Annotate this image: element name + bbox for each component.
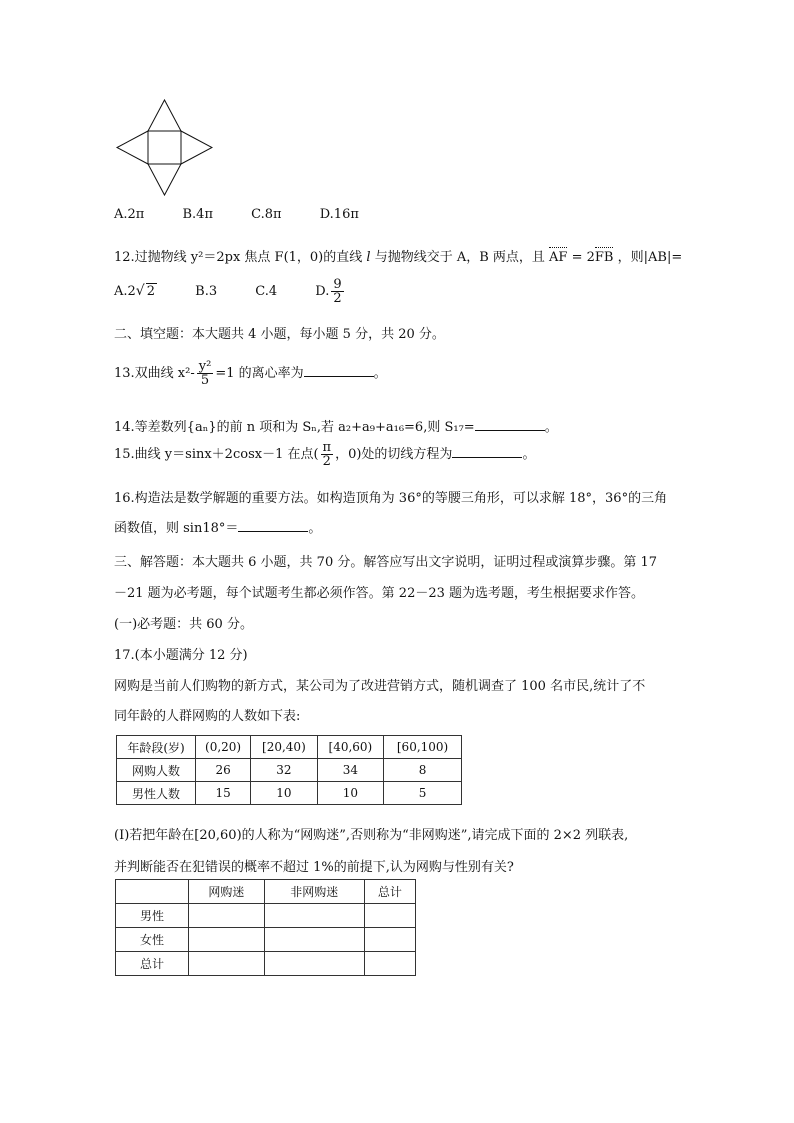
table-header-cell: (0,20)	[196, 736, 251, 759]
table-cell: 15	[196, 782, 251, 805]
table-cell: 男性人数	[117, 782, 196, 805]
row-label: 总计	[116, 952, 189, 976]
table-row	[116, 880, 416, 904]
answer-cell[interactable]	[264, 928, 364, 952]
table-cell: 8	[384, 759, 462, 782]
section3-line2: －21 题为必考题，每个试题考生都必须作答。第 22－23 题为选考题，考生根据要求作答。	[114, 586, 645, 601]
q13-answer-blank[interactable]	[304, 375, 374, 377]
table-cell: 32	[251, 759, 317, 782]
triangle-bottom	[148, 164, 181, 195]
q14: 14.等差数列{aₙ}的前 n 项和为 Sₙ,若 a₂+a₉+a₁₆=6,则 S₁₇= 。	[114, 420, 558, 435]
answer-cell[interactable]	[264, 952, 364, 976]
q17-line1: 网购是当前人们购物的新方式，某公司为了改进营销方式，随机调查了 100 名市民,统计了不	[114, 679, 646, 694]
table-header-cell: [40,60)	[317, 736, 383, 759]
q11-option-d: D.16π	[319, 207, 359, 222]
q17-part1-line2: 并判断能否在犯错误的概率不超过 1%的前提下,认为网购与性别有关?	[114, 860, 514, 875]
answer-cell[interactable]	[189, 952, 265, 976]
table-cell: 网购人数	[117, 759, 196, 782]
table-header-cell	[116, 880, 189, 904]
q12-stem: 12.过抛物线 y²＝2px 焦点 F(1，0)的直线 l 与抛物线交于 A，B 两点，且 AF = 2FB ，则|AB|=	[114, 250, 683, 265]
table-row	[116, 952, 416, 976]
q12-option-d: D. $\frac{9}{2}$	[315, 277, 342, 306]
table-row	[117, 736, 462, 759]
triangle-top	[148, 100, 181, 131]
table-cell: 10	[317, 782, 383, 805]
square-face	[148, 131, 181, 164]
section3-line3: (一)必考题：共 60 分。	[114, 617, 253, 632]
vector-af: AF	[549, 250, 568, 265]
section3-line1: 三、解答题：本大题共 6 小题，共 70 分。解答应写出文字说明，证明过程或演算步骤。第 17	[114, 555, 658, 570]
row-label: 女性	[116, 928, 189, 952]
q17-line2: 同年龄的人群网购的人数如下表:	[114, 709, 301, 724]
answer-cell[interactable]	[189, 904, 265, 928]
table-header-cell: 网购迷	[189, 880, 265, 904]
q16-line1: 16.构造法是数学解题的重要方法。如构造顶角为 36°的等腰三角形，可以求解 18°，36°的三角	[114, 491, 668, 506]
table-cell: 26	[196, 759, 251, 782]
row-label: 男性	[116, 904, 189, 928]
table-row	[116, 904, 416, 928]
q15: 15.曲线 y＝sinx＋2cosx－1 在点( $\frac{\pi}{2}$ ，0)处的切线方程为 。	[114, 440, 536, 469]
table-row	[117, 759, 462, 782]
q16-line2: 函数值，则 sin18°＝ 。	[114, 521, 322, 536]
q15-answer-blank[interactable]	[452, 456, 522, 458]
table-cell: 34	[317, 759, 383, 782]
triangle-left	[117, 131, 148, 164]
answer-cell[interactable]	[364, 952, 415, 976]
contingency-table	[115, 879, 416, 976]
table-header-cell: 年龄段(岁)	[117, 736, 196, 759]
q14-answer-blank[interactable]	[475, 429, 545, 431]
q13: 13.双曲线 x²- $\frac{\text{y²}}{5}$ =1 的离心率为 。	[114, 359, 387, 388]
q17-header: 17.(本小题满分 12 分)	[114, 648, 248, 663]
q11-option-a: A.2π	[114, 207, 145, 222]
answer-cell[interactable]	[364, 928, 415, 952]
age-table	[116, 735, 462, 805]
table-row	[117, 782, 462, 805]
q11-option-c: C.8π	[251, 207, 282, 222]
table-row	[116, 928, 416, 952]
net-figure	[115, 98, 213, 198]
table-header-cell: 非网购迷	[264, 880, 364, 904]
section2-title: 二、填空题：本大题共 4 小题，每小题 5 分，共 20 分。	[114, 327, 445, 342]
table-cell: 10	[251, 782, 317, 805]
table-cell: 5	[384, 782, 462, 805]
q12-option-c: C.4	[255, 284, 278, 299]
answer-cell[interactable]	[264, 904, 364, 928]
vector-fb: FB	[594, 250, 614, 265]
q11-option-b: B.4π	[182, 207, 213, 222]
answer-cell[interactable]	[189, 928, 265, 952]
q12-option-a: A.2√ 2	[114, 283, 155, 299]
q17-part1-line1: (I)若把年龄在[20,60)的人称为“网购迷”,否则称为“非网购迷”,请完成下面的 2×2 列联表,	[114, 828, 629, 843]
table-header-cell: [20,40)	[251, 736, 317, 759]
q16-answer-blank[interactable]	[238, 530, 308, 532]
answer-cell[interactable]	[364, 904, 415, 928]
q11-options	[114, 207, 359, 222]
table-header-cell: 总计	[364, 880, 415, 904]
q12-options	[114, 278, 346, 305]
q12-option-b: B.3	[195, 284, 218, 299]
triangle-right	[181, 131, 212, 164]
table-header-cell: [60,100)	[384, 736, 462, 759]
